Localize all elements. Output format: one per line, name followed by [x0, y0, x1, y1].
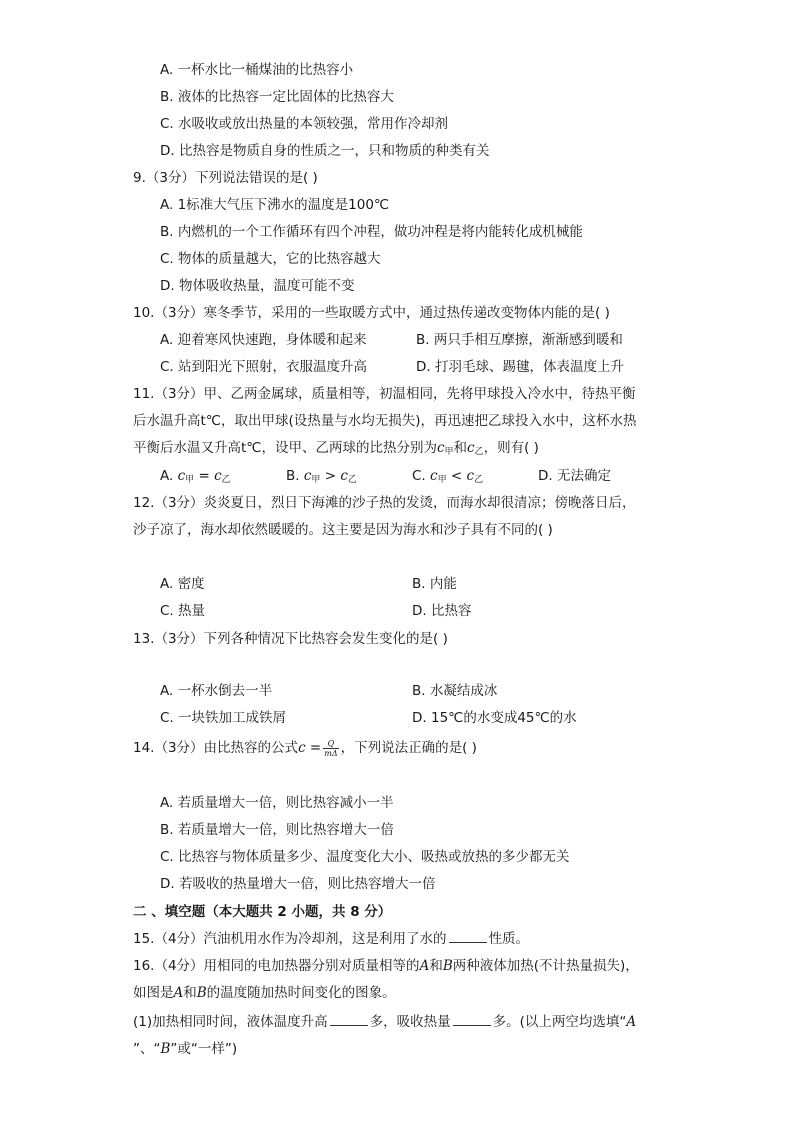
c-letter: c	[177, 468, 186, 484]
q11-option-d: D. 无法确定	[538, 468, 611, 484]
q12-option-d: D. 比热容	[412, 603, 472, 619]
q11-line-1: 11.（3分）甲、乙两金属球，质量相等，初温相同，先将甲球投入冷水中，待热平衡	[133, 386, 636, 402]
jia-subscript: 甲	[311, 475, 321, 485]
jia-subscript: 甲	[185, 475, 195, 485]
q10-stem: 10.（3分）寒冬季节，采用的一些取暖方式中，通过热传递改变物体内能的是( )	[133, 305, 610, 321]
var-a: A	[419, 958, 430, 974]
q9-option-a: A. 1标准大气压下沸水的温度是100℃	[160, 197, 390, 213]
c-letter: c	[466, 468, 475, 484]
yi-subscript: 乙	[221, 475, 231, 485]
q12-line-1: 12.（3分）炎炎夏日，烈日下海滩的沙子热的发烫，而海水却很清凉；傍晚落日后，	[133, 495, 636, 511]
option-label: A.	[160, 468, 174, 484]
lt-sign: <	[450, 468, 463, 484]
q10-option-a: A. 迎着寒风快速跑，身体暖和起来	[160, 332, 367, 348]
formula-fraction	[323, 739, 338, 758]
formula-numerator: Q	[323, 739, 338, 749]
yi-subscript: 乙	[347, 475, 357, 485]
c-letter: c	[467, 440, 475, 456]
q13-option-b: B. 水凝结成冰	[412, 683, 498, 699]
yi-subscript: 乙	[474, 447, 484, 457]
option-label: C.	[412, 468, 426, 484]
q9-stem: 9.（3分）下列说法错误的是( )	[133, 170, 318, 186]
gt-sign: >	[324, 468, 337, 484]
q15-post: 性质。	[488, 931, 530, 947]
q14-option-d: D. 若吸收的热量增大一倍，则比热容增大一倍	[160, 876, 436, 892]
q8-option-c: C. 水吸收或放出热量的本领较强，常用作冷却剂	[160, 116, 449, 132]
q14-stem	[133, 737, 477, 759]
q12-option-a: A. 密度	[160, 576, 205, 592]
q16-sub-1-continued	[133, 1040, 237, 1058]
q16-sub-1-post: 多。(以上两空均选填“	[492, 1014, 627, 1030]
q8-option-a: A. 一杯水比一桶煤油的比热容小	[160, 62, 354, 78]
formula-denominator: mΔ	[324, 748, 338, 758]
q10-option-c: C. 站到阳光下照射，衣服温度升高	[160, 359, 368, 375]
and-text: 和	[453, 440, 468, 456]
q13-option-d: D. 15℃的水变成45℃的水	[412, 710, 577, 726]
q14-option-a: A. 若质量增大一倍，则比热容减小一半	[160, 795, 394, 811]
q16-sub-1-pre: (1)加热相同时间，液体温度升高	[133, 1014, 328, 1030]
c-letter: c	[430, 468, 438, 484]
q9-option-d: D. 物体吸收热量，温度可能不变	[160, 278, 355, 294]
q9-option-b: B. 内燃机的一个工作循环有四个冲程，做功冲程是将内能转化成机械能	[160, 224, 583, 240]
q11-line-3-pre: 平衡后水温又升高t℃，设甲、乙两球的比热分别为	[133, 440, 437, 456]
q11-line-3	[133, 439, 539, 461]
q11-line-2: 后水温升高t℃，取出甲球(设热量与水均无损失)，再迅速把乙球投入水中，这杯水热	[133, 413, 637, 429]
q12-line-2: 沙子凉了，海水却依然暖暖的。这主要是因为海水和沙子具有不同的( )	[133, 522, 553, 538]
q13-option-a: A. 一杯水倒去一半	[160, 683, 273, 699]
and-text: 和	[183, 985, 197, 1001]
q13-option-c: C. 一块铁加工成铁屑	[160, 710, 287, 726]
q16-line-2-post: 的温度随加热时间变化的图象。	[206, 985, 396, 1001]
q16-line-2-pre: 如图是	[133, 985, 174, 1001]
q11-option-c	[412, 467, 483, 489]
var-b: B	[442, 958, 453, 974]
q16-line-1-pre: 16.（4分）用相同的电加热器分别对质量相等的	[133, 958, 420, 974]
q10-option-b: B. 两只手相互摩擦，渐渐感到暖和	[416, 332, 623, 348]
q16-sub-1	[133, 1013, 636, 1031]
c-letter: c	[436, 440, 445, 456]
q14-stem-post: ，下列说法正确的是( )	[340, 740, 477, 756]
var-a: A	[626, 1014, 637, 1030]
c-jia-symbol	[437, 440, 454, 456]
q16-line-1-post: 两种液体加热(不计热量损失)，	[452, 958, 639, 974]
q16-line-2	[133, 984, 396, 1002]
q8-option-b: B. 液体的比热容一定比固体的比热容大	[160, 89, 394, 105]
q15-pre: 15.（4分）汽油机用水作为冷却剂，这是利用了水的	[133, 931, 447, 947]
q16-sub-1-cont-mid: ”或“一样”)	[170, 1041, 238, 1057]
yi-subscript: 乙	[474, 475, 484, 485]
section-2-title: 二 、填空题（本大题共 2 小题，共 8 分）	[133, 904, 392, 920]
and-text: 和	[429, 958, 443, 974]
q15-stem	[133, 930, 529, 948]
c-letter: c	[214, 468, 222, 484]
jia-subscript: 甲	[444, 447, 454, 457]
q9-option-c: C. 物体的质量越大，它的比热容越大	[160, 251, 381, 267]
q14-stem-pre: 14.（3分）由比热容的公式	[133, 740, 299, 756]
var-a: A	[173, 985, 184, 1001]
q11-line-3-post: ，则有( )	[483, 440, 539, 456]
eq-sign: =	[198, 468, 210, 484]
option-label: B.	[286, 468, 300, 484]
q11-option-b	[286, 467, 357, 489]
q10-option-d: D. 打羽毛球、踢毽，体表温度上升	[416, 359, 624, 375]
q16-sub-1-mid: 多，吸收热量	[369, 1014, 451, 1030]
q14-option-b: B. 若质量增大一倍，则比热容增大一倍	[160, 822, 394, 838]
var-b: B	[160, 1041, 171, 1057]
q11-option-a	[160, 467, 231, 489]
formula-lhs: c =	[298, 740, 322, 756]
answer-blank[interactable]	[453, 1013, 491, 1026]
q8-option-d: D. 比热容是物质自身的性质之一，只和物质的种类有关	[160, 143, 490, 159]
jia-subscript: 甲	[437, 475, 447, 485]
q13-stem: 13.（3分）下列各种情况下比热容会发生变化的是( )	[133, 631, 448, 647]
c-yi-symbol	[467, 440, 484, 456]
q12-option-b: B. 内能	[412, 576, 457, 592]
answer-blank[interactable]	[330, 1013, 368, 1026]
var-b: B	[196, 985, 207, 1001]
c-letter: c	[340, 468, 348, 484]
answer-blank[interactable]	[449, 930, 487, 943]
c-letter: c	[303, 468, 312, 484]
q16-sub-1-cont-pre: ”、“	[133, 1041, 161, 1057]
q16-line-1	[133, 957, 639, 975]
q14-option-c: C. 比热容与物体质量多少、温度变化大小、吸热或放热的多少都无关	[160, 849, 570, 865]
q12-option-c: C. 热量	[160, 603, 206, 619]
